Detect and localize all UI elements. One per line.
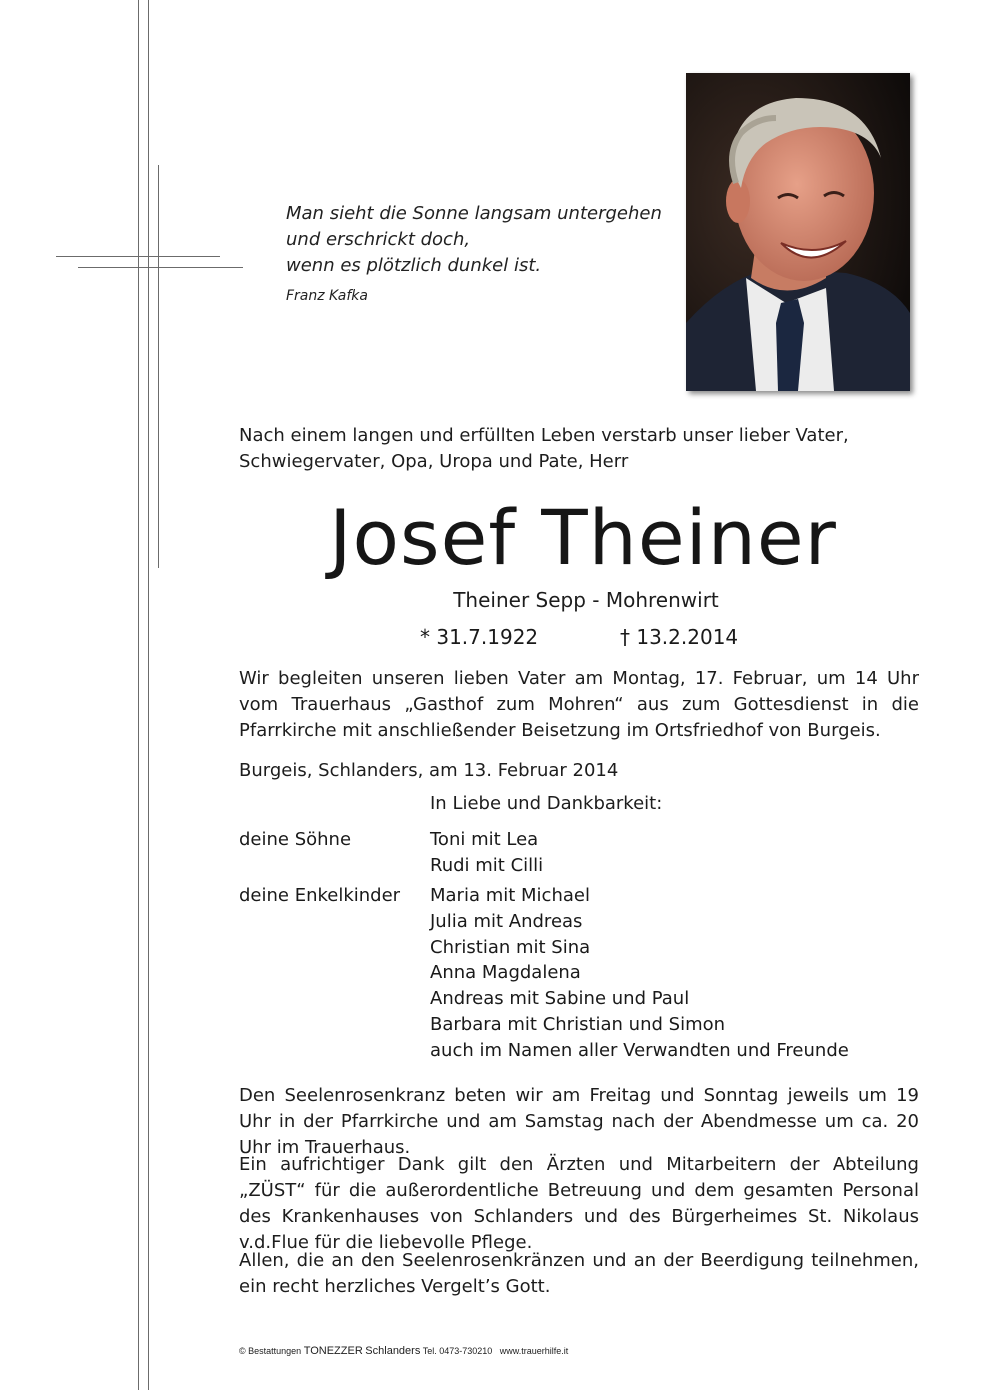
quote-line: Man sieht die Sonne langsam untergehen <box>286 203 662 224</box>
footer-website[interactable]: www.trauerhilfe.it <box>499 1346 569 1356</box>
list-item: Rudi mit Cilli <box>430 854 544 876</box>
grandchildren-label: deine Enkelkinder <box>239 885 401 906</box>
deceased-name: Josef Theiner <box>329 493 837 582</box>
place-date: Burgeis, Schlanders, am 13. Februar 2014 <box>239 760 619 781</box>
list-item: Christian mit Sina <box>430 936 591 958</box>
portrait-photo <box>686 73 910 391</box>
cross-vertical-line <box>148 0 149 1390</box>
list-item: Andreas mit Sabine und Paul <box>430 988 690 1010</box>
footer-phone: Tel. 0473-730210 <box>422 1346 493 1356</box>
love-line: In Liebe und Dankbarkeit: <box>430 793 663 814</box>
list-item: Maria mit Michael <box>430 885 590 906</box>
footer <box>239 1345 568 1357</box>
closing-paragraph: Allen, die an den Seelenrosenkränzen und an der Beerdigung teilnehmen, ein recht herzliches Vergelt’s Gott. <box>239 1250 919 1297</box>
cross-vertical-line <box>138 0 139 1390</box>
birth-date: * 31.7.1922 <box>420 625 539 649</box>
quote-line: und erschrickt doch, <box>286 229 471 250</box>
quote <box>286 201 666 279</box>
list-item: Barbara mit Christian und Simon <box>430 1013 726 1035</box>
list-item: Anna Magdalena <box>430 962 581 984</box>
cross-horizontal-line <box>56 256 220 257</box>
footer-location: Schlanders <box>365 1345 421 1357</box>
intro-text: Nach einem langen und erfüllten Leben verstarb unser lieber Vater, Schwiegervater, Opa, Uropa und Pate, Herr <box>239 425 849 472</box>
nickname: Theiner Sepp - Mohrenwirt <box>453 588 719 612</box>
footer-brand: TONEZZER <box>303 1345 363 1357</box>
list-item: auch im Namen aller Verwandten und Freunde <box>430 1039 849 1061</box>
grandchildren-list <box>430 883 849 1064</box>
list-item: Toni mit Lea <box>430 829 539 850</box>
rosary-paragraph: Den Seelenrosenkranz beten wir am Freitag und Sonntag jeweils um 19 Uhr in der Pfarrkirche und am Samstag nach der Abendmesse um ca. 20 Uhr im Trauerhaus. <box>239 1085 919 1158</box>
sons-list <box>430 827 543 879</box>
sons-label: deine Söhne <box>239 829 352 850</box>
funeral-paragraph: Wir begleiten unseren lieben Vater am Montag, 17. Februar, um 14 Uhr vom Trauerhaus „Gasthof zum Mohren“ aus zum Gottesdienst in die Pfarrkirche mit anschließender Beisetzung im Ortsfriedhof von Burgeis. <box>239 668 919 741</box>
death-date: † 13.2.2014 <box>620 625 739 649</box>
footer-prefix: © Bestattungen <box>239 1346 302 1356</box>
list-item: Julia mit Andreas <box>430 910 583 932</box>
quote-line: wenn es plötzlich dunkel ist. <box>286 255 542 276</box>
cross-horizontal-line <box>78 267 243 268</box>
thanks-paragraph: Ein aufrichtiger Dank gilt den Ärzten und Mitarbeitern der Abteilung „ZÜST“ für die außerordentliche Betreuung und dem gesamten Personal des Krankenhauses von Schlanders und des Bürgerheimes St. Nikolaus v.d.Flue für die liebevolle Pflege. <box>239 1154 919 1253</box>
quote-author: Franz Kafka <box>286 288 368 304</box>
